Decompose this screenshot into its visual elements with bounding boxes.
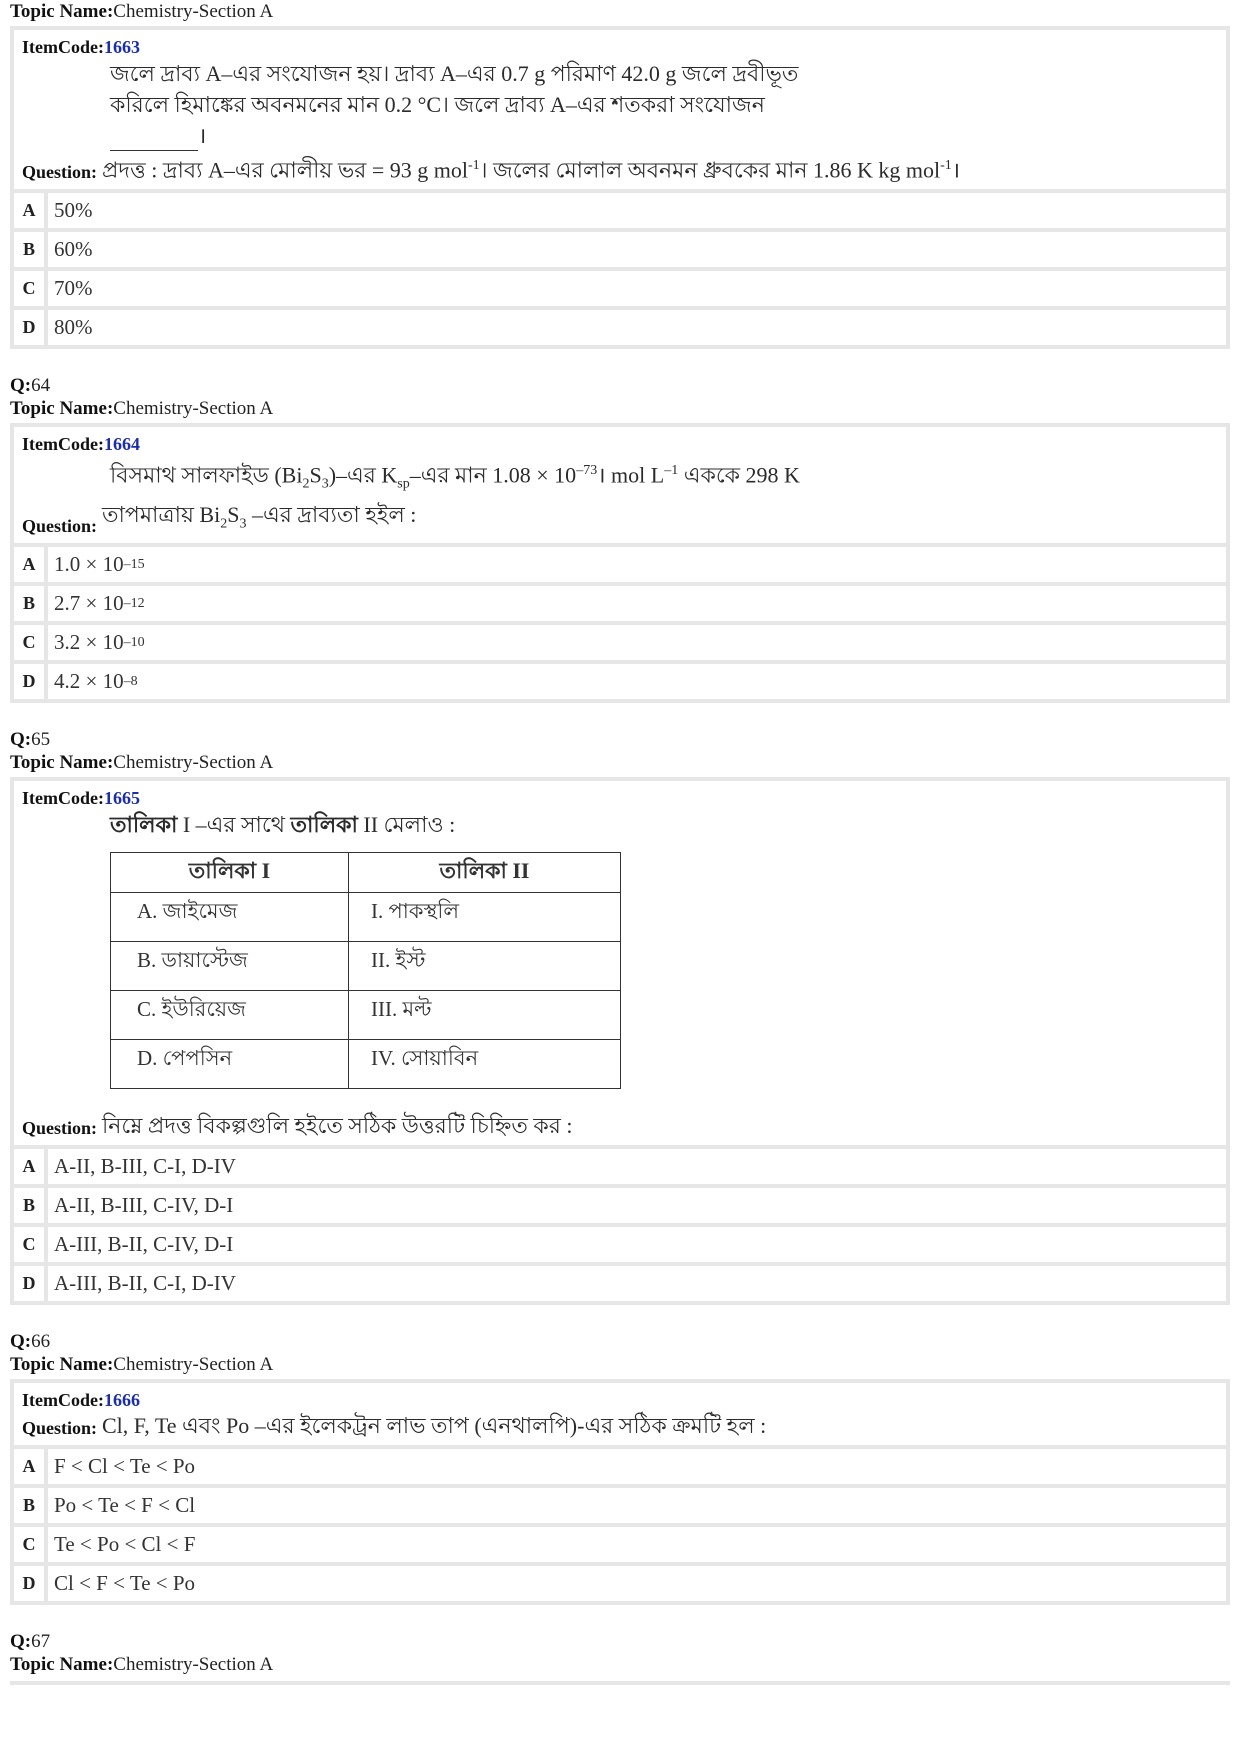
option-d[interactable]: D Cl < F < Te < Po xyxy=(14,1562,1226,1601)
item-code: ItemCode:1663 xyxy=(22,37,140,57)
topic-line: Topic Name:Chemistry-Section A xyxy=(10,1,274,22)
table-header: তালিকা I xyxy=(111,853,349,893)
question-stem: বিসমাথ সালফাইড $(Bi_2S_3)-এর$ $K_{sp}-এর$ মান $1.08 \times 10^{-73}।$ mol $L^{-1}$ এককে 298 K xyxy=(110,462,800,493)
question-stem: জলে দ্রাব্য A–এর সংযোজন হয়। দ্রাব্য A–এর 0.7 g পরিমাণ 42.0 g জলে দ্রবীভূত করিলে হিমাঙ্কের অবনমনের মান 0.2 °C। জলে দ্রাব্য A–এর শতকরা সংযোজন । xyxy=(110,58,1226,151)
question-text: নিম্নে প্রদত্ত বিকল্পগুলি হইতে সঠিক উত্তরটি চিহ্নিত কর : xyxy=(102,1113,573,1139)
table-row: A. জাইমেজ I. পাকস্থলি xyxy=(111,893,621,942)
question-text: তাপমাত্রায় $Bi_2S_3$ –এর দ্রাব্যতা হইল : xyxy=(102,502,417,532)
question-label: Question: xyxy=(22,162,98,183)
question-label: Question: xyxy=(22,1118,98,1139)
option-b[interactable]: B 60% xyxy=(14,228,1226,267)
topic-line: Topic Name:Chemistry-Section A xyxy=(10,752,274,774)
option-d[interactable]: D 4.2 × 10 –8 xyxy=(14,660,1226,699)
option-b[interactable]: B 2.7 × 10 –12 xyxy=(14,582,1226,621)
option-c[interactable]: C Te < Po < Cl < F xyxy=(14,1523,1226,1562)
match-table xyxy=(110,852,621,1089)
question-number: Q:66 xyxy=(10,1331,51,1353)
option-a[interactable]: A 1.0 × 10 –15 xyxy=(14,543,1226,582)
table-row: B. ডায়াস্টেজ II. ইস্ট xyxy=(111,942,621,991)
item-code: ItemCode:1665 xyxy=(22,788,140,809)
option-c[interactable]: C 70% xyxy=(14,267,1226,306)
option-c[interactable]: C A-III, B-II, C-IV, D-I xyxy=(14,1223,1226,1262)
option-b[interactable]: B A-II, B-III, C-IV, D-I xyxy=(14,1184,1226,1223)
question-block-1666 xyxy=(10,1379,1230,1605)
question-text: Cl, F, Te এবং Po –এর ইলেকট্রন লাভ তাপ (এনথালপি)-এর সঠিক ক্রমটি হল : xyxy=(102,1413,767,1439)
question-text: প্রদত্ত : দ্রাব্য A–এর মোলীয় ভর = 93 g mol$^{-1}$। জলের মোলাল অবনমন ধ্রুবকের মান 1.86 K kg mol$^{-1}$। xyxy=(102,157,961,183)
option-c[interactable]: C 3.2 × 10 –10 xyxy=(14,621,1226,660)
question-label: Question: xyxy=(22,1418,98,1439)
option-a[interactable]: A 50% xyxy=(14,189,1226,228)
option-b[interactable]: B Po < Te < F < Cl xyxy=(14,1484,1226,1523)
question-number: Q:65 xyxy=(10,729,51,751)
question-label: Question: xyxy=(22,516,98,537)
table-header: তালিকা II xyxy=(349,853,621,893)
item-code: ItemCode:1664 xyxy=(22,434,140,455)
topic-line: Topic Name:Chemistry-Section A xyxy=(10,398,274,420)
table-row: D. পেপসিন IV. সোয়াবিন xyxy=(111,1040,621,1089)
option-d[interactable]: D A-III, B-II, C-I, D-IV xyxy=(14,1262,1226,1301)
question-stem: তালিকা I –এর সাথে তালিকা II মেলাও : xyxy=(110,812,456,838)
item-code: ItemCode:1666 xyxy=(22,1390,140,1411)
option-a[interactable]: A A-II, B-III, C-I, D-IV xyxy=(14,1145,1226,1184)
question-page xyxy=(10,0,1230,1685)
question-block-1663 xyxy=(10,26,1230,349)
block-divider xyxy=(10,1681,1230,1685)
option-a[interactable]: A F < Cl < Te < Po xyxy=(14,1445,1226,1484)
question-block-1665 xyxy=(10,777,1230,1305)
topic-line: Topic Name:Chemistry-Section A xyxy=(10,1654,274,1676)
table-row: C. ইউরিয়েজ III. মল্ট xyxy=(111,991,621,1040)
question-number: Q:67 xyxy=(10,1631,51,1653)
question-number: Q:64 xyxy=(10,375,51,397)
option-d[interactable]: D 80% xyxy=(14,306,1226,345)
question-block-1664 xyxy=(10,423,1230,703)
topic-line: Topic Name:Chemistry-Section A xyxy=(10,1354,274,1376)
